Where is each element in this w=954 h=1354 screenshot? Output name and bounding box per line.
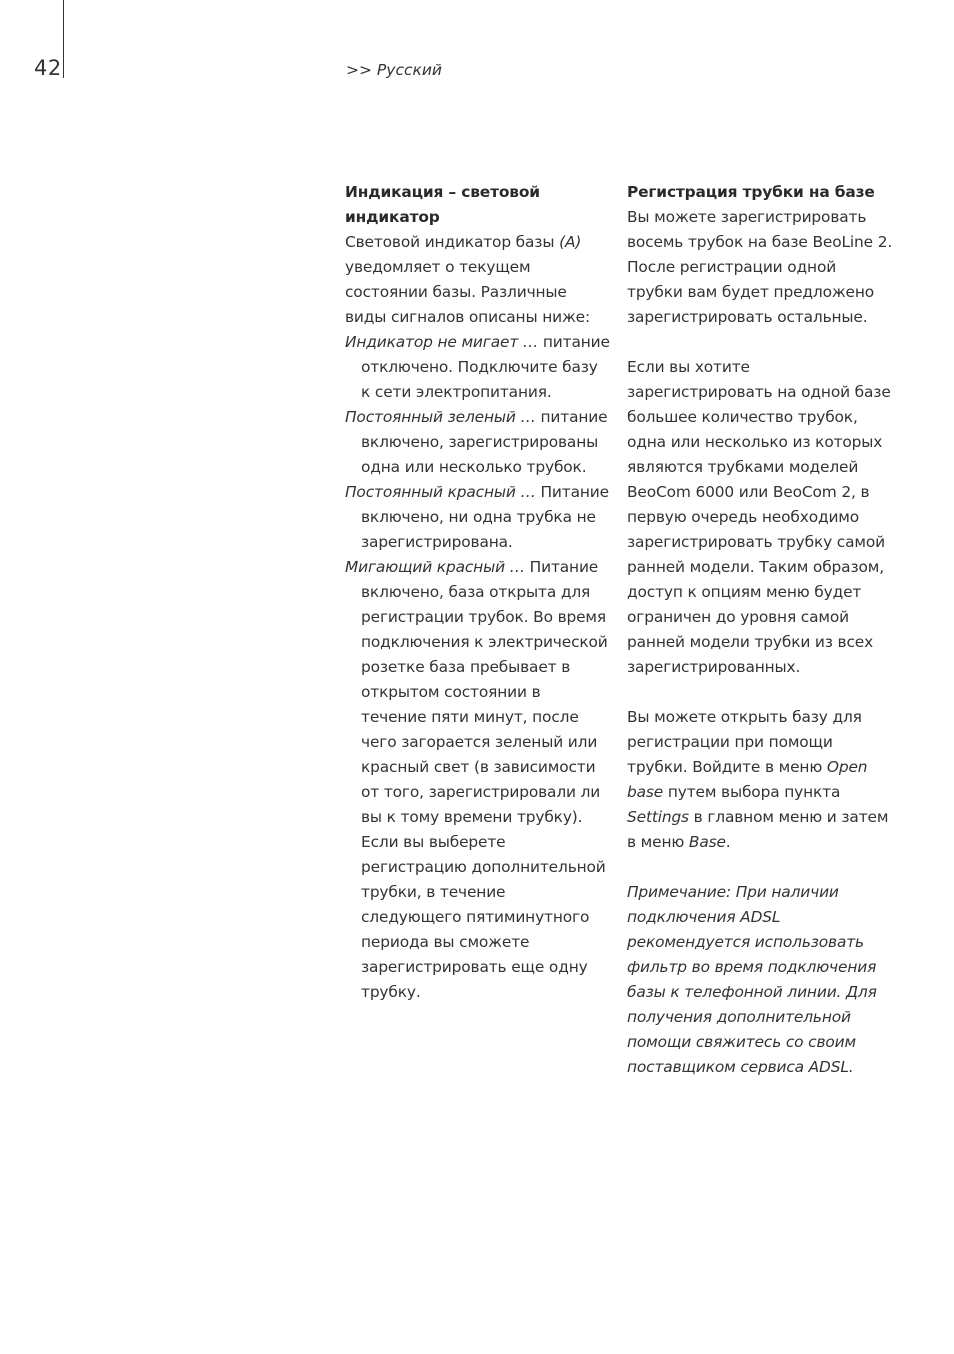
menu-base: Base [688, 833, 726, 851]
registration-para-2: Если вы хотите зарегистрировать на одной базе большее количество трубок, одна или несколько из которых являются трубками моделей BeoCom 6000 или BeoCom 2, в первую очередь необходимо зарегистрировать трубку самой ранней модели. Таким образом, доступ к опциям меню будет ограничен до уровня самой ранней модели трубки из всех зарегистрированных. [627, 358, 891, 676]
intro-text-rest: уведомляет о текущем состоянии базы. Различные виды сигналов описаны ниже: [345, 258, 591, 326]
item-sep: … [504, 558, 530, 576]
item-desc: Питание включено, ни одна трубка не зарегистрирована. [361, 483, 609, 551]
right-column [627, 180, 895, 1080]
indicator-item [345, 480, 610, 555]
indicator-item [345, 555, 610, 1005]
item-desc: питание отключено. Подключите базу к сети электропитания. [361, 333, 610, 401]
adsl-note: Примечание: При наличии подключения ADSL рекомендуется использовать фильтр во время подключения базы к телефонной линии. Для получения дополнительной помощи свяжитесь со своим поставщиком сервиса ADSL. [627, 883, 877, 1076]
item-term: Индикатор не мигает [345, 333, 519, 351]
paragraph-gap [627, 855, 895, 880]
section-heading-registration: Регистрация трубки на базе [627, 183, 875, 201]
para3-text: Вы можете открыть базу для регистрации при помощи трубки. Войдите в меню [627, 708, 862, 776]
item-desc: Питание включено, база открыта для регистрации трубок. Во время подключения к электрической розетке база пребывает в открытом состоянии в течение пяти минут, после чего загорается зеленый или красный свет (в зависимости от того, зарегистрировали ли вы к тому времени трубку). Если вы выберете регистрацию дополнительной трубки, в течение следующего пятиминутного периода вы сможете зарегистрировать еще одну трубку. [361, 558, 608, 1001]
item-sep: … [518, 333, 543, 351]
page-header [346, 61, 442, 79]
registration-para-3 [627, 705, 895, 855]
indicator-intro [345, 230, 610, 330]
item-sep: … [515, 408, 541, 426]
header-arrows: >> [346, 61, 372, 79]
indicator-item [345, 330, 610, 405]
indicator-item [345, 405, 610, 480]
paragraph-gap [627, 330, 895, 355]
menu-settings: Settings [627, 808, 689, 826]
header-language: Русский [376, 61, 442, 79]
paragraph-gap [627, 680, 895, 705]
margin-rule [63, 0, 64, 78]
intro-ref: (A) [559, 233, 582, 251]
item-term: Постоянный зеленый [345, 408, 516, 426]
section-heading-indicator: Индикация – световой индикатор [345, 183, 540, 226]
para3-text: в главном меню и затем в меню [627, 808, 889, 851]
menu-open-base: Open base [627, 758, 868, 801]
left-column [345, 180, 610, 1005]
page-number: 42 [34, 56, 62, 80]
item-term: Мигающий красный [345, 558, 505, 576]
intro-text: Световой индикатор базы [345, 233, 560, 251]
para3-text: путем выбора пункта [663, 783, 841, 801]
para3-text: . [725, 833, 731, 851]
item-term: Постоянный красный [345, 483, 516, 501]
item-sep: … [515, 483, 541, 501]
item-desc: питание включено, зарегистрированы одна или несколько трубок. [361, 408, 608, 476]
registration-para-1: Вы можете зарегистрировать восемь трубок на базе BeoLine 2. После регистрации одной трубки вам будет предложено зарегистрировать остальные. [627, 208, 893, 326]
